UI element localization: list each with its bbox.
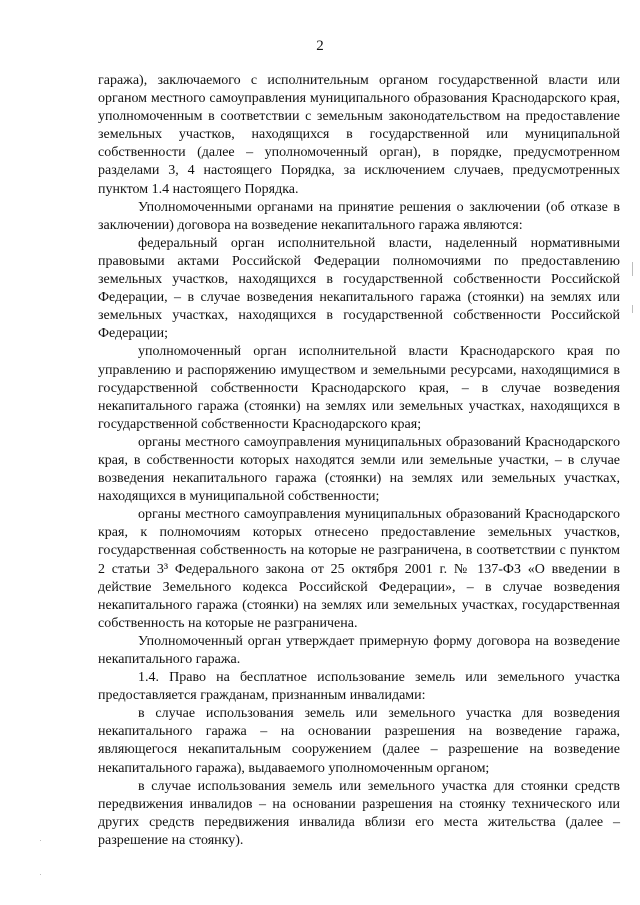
paragraph-federal-body: федеральный орган исполнительной власти, наделенный нормативными правовыми актами Российской Федерации полномочиями по предоставлению земельных участков, находящихся в государственной собственности Российской Федерации, – в случае возведения некапитального гаража (стоянки) на землях или земельных участках, находящихся в государственной собственности Российской Федерации; <box>98 235 620 342</box>
paragraph-contract-form: Уполномоченный орган утверждает примерную форму договора на возведение некапитального гаража. <box>98 633 620 667</box>
document-body <box>98 72 620 850</box>
paragraph-authorized-bodies: Уполномоченными органами на принятие решения о заключении (об отказе в заключении) договора на возведение некапитального гаража являются: <box>98 199 620 233</box>
paragraph-garage-permit: в случае использования земель или земельного участка для возведения некапитального гаража – на основании разрешения на возведение гаража, являющегося некапитальным сооружением (далее – разрешение на возведение некапитального гаража), выдаваемого уполномоченным органом; <box>98 706 620 776</box>
paragraph-municipal-undivided: органы местного самоуправления муниципальных образований Краснодарского края, к полномочиям которых отнесено предоставление земельных участков, государственная собственность на которые не разграничена, в соответствии с пунктом 2 статьи 3³ Федерального закона от 25 октября 2001 г. № 137-ФЗ «О введении в действие Земельного кодекса Российской Федерации», – в случае возведения некапитального гаража (стоянки) на землях или земельных участках, государственная собственность на которые не разграничена. <box>98 507 620 631</box>
page-number: 2 <box>316 38 324 54</box>
paragraph-regional-body: уполномоченный орган исполнительной власти Краснодарского края по управлению и распоряжению имуществом и земельными ресурсами, находящимися в государственной собственности Краснодарского края, – в случае возведения некапитального гаража (стоянки) на землях или земельных участках, находящихся в государственной собственности Краснодарского края; <box>98 344 620 432</box>
paragraph-1-4: 1.4. Право на бесплатное использование земель или земельного участка предоставляется гражданам, признанным инвалидами: <box>98 670 620 704</box>
paragraph-municipal-property: органы местного самоуправления муниципальных образований Краснодарского края, в собственности которых находятся земли или земельные участки, – в случае возведения некапитального гаража (стоянки) на землях или земельных участках, находящихся в муниципальной собственности; <box>98 434 620 505</box>
paragraph-parking-permit: в случае использования земель или земельного участка для стоянки средств передвижения инвалидов – на основании разрешения на стоянку технического или других средств передвижения инвалида вблизи его места жительства (далее – разрешение на стоянку). <box>98 778 620 848</box>
paragraph-continuation: гаража), заключаемого с исполнительным органом государственной власти или органом местного самоуправления муниципального образования Краснодарского края, уполномоченным в соответствии с земельным законодательством на предоставление земельных участков, находящихся в государственной или муниципальной собственности (далее – уполномоченный орган), в порядке, предусмотренном разделами 3, 4 настоящего Порядка, за исключением случаев, предусмотренных пунктом 1.4 настоящего Порядка. <box>98 73 620 197</box>
